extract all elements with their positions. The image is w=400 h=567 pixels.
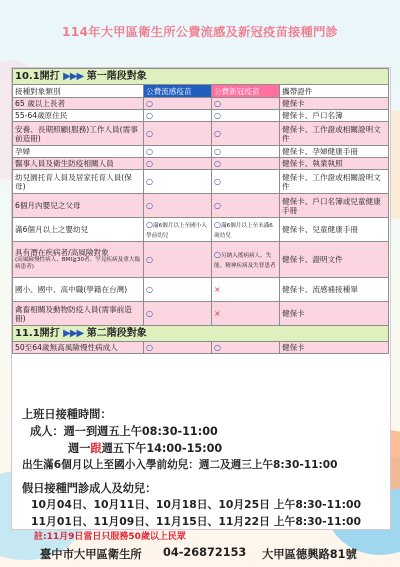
row-covid-mark: ○ bbox=[212, 158, 280, 170]
footer-phone: 04-26872153 bbox=[163, 546, 247, 559]
row-docs: 健保卡 bbox=[280, 98, 389, 110]
phase1-arrows: ▶▶▶ bbox=[63, 71, 84, 82]
child-schedule-line: 出生滿6個月以上至國小入學前幼兒：週二及週三上午8:30-11:00 bbox=[22, 459, 338, 471]
row-flu-mark: ○ bbox=[144, 146, 212, 158]
schedule-heading: 上班日接種時間： bbox=[22, 408, 112, 421]
adult-line2-post: 週五下午14:00-15:00 bbox=[101, 442, 223, 455]
row-flu-mark: ○ bbox=[144, 170, 212, 194]
footer-address: 大甲區德興路81號 bbox=[262, 548, 357, 561]
header-flu: 公費流感疫苗 bbox=[144, 85, 212, 98]
row-docs: 健保卡 bbox=[280, 302, 389, 326]
row-covid-mark: ○ bbox=[212, 122, 280, 146]
row-flu-mark: ○ bbox=[144, 302, 212, 326]
table-row bbox=[13, 110, 389, 122]
row-docs: 健保卡、兒童健康手冊 bbox=[280, 218, 389, 242]
table-row bbox=[13, 122, 389, 146]
row-flu-note: 滿6個月以上至國小入學前幼兒 bbox=[146, 222, 207, 239]
phase2-date: 11.1開打 bbox=[15, 328, 60, 339]
row-flu-mark: ○ bbox=[144, 98, 212, 110]
phase1-date: 10.1開打 bbox=[15, 71, 60, 82]
table-row bbox=[13, 158, 389, 170]
row-covid-mark: ○ bbox=[212, 342, 280, 354]
row-target: 幼兒園托育人員及居家托育人員(保母) bbox=[13, 170, 144, 194]
row-covid-note: 滿6個月以上至未滿6歲幼兒 bbox=[214, 222, 273, 239]
row-docs: 健保卡、工作證或相關證明文件 bbox=[280, 170, 389, 194]
table-row bbox=[13, 218, 389, 242]
row-target: 具有潛在疾病者/高風險對象 bbox=[15, 248, 109, 257]
row-docs: 健保卡、孕婦健康手冊 bbox=[280, 146, 389, 158]
header-docs: 攜帶證件 bbox=[280, 85, 389, 98]
row-flu-mark: ○ bbox=[144, 342, 212, 354]
row-target: 6個月內嬰兒之父母 bbox=[13, 194, 144, 218]
row-covid-mark: ○ bbox=[212, 110, 280, 122]
row-docs: 健保卡、工作證或相關證明文件 bbox=[280, 122, 389, 146]
table-row bbox=[13, 302, 389, 326]
row-covid-note: 另納入搖病病人、失能、精神疾病及失智患者 bbox=[214, 252, 276, 269]
phase2-label: 第二階段對象 bbox=[86, 328, 147, 339]
row-target: 孕婦 bbox=[13, 146, 144, 158]
row-target: 禽畜相關及動物防疫人員(需事前造冊) bbox=[13, 302, 144, 326]
row-target-note: (高風險慢性病人、BMI≧30者、罕見疾病及重大傷病患者) bbox=[15, 257, 140, 270]
holiday-heading: 假日接種門診成人及幼兒： bbox=[22, 482, 157, 495]
holiday-dates-line2: 11月01日、11月09日、11月15日、11月22日 上午8:30-11:00 bbox=[31, 515, 362, 528]
row-target: 55-64歲原住民 bbox=[13, 110, 144, 122]
row-covid-mark: ○ bbox=[214, 219, 221, 229]
adult-time-1: 週一到週五上午08:30-11:00 bbox=[63, 425, 218, 438]
adult-schedule-line2 bbox=[68, 440, 222, 456]
row-covid-cell bbox=[212, 242, 280, 278]
table-header-row bbox=[13, 85, 389, 98]
holiday-note: 註:11月9日當日只服務50歲以上民眾 bbox=[34, 532, 186, 542]
row-docs: 健保卡、戶口名簿 bbox=[280, 110, 389, 122]
row-flu-mark: ○ bbox=[144, 194, 212, 218]
row-target: 安養、長期照顧(服務)工作人員(需事前造冊) bbox=[13, 122, 144, 146]
row-covid-mark: ○ bbox=[212, 170, 280, 194]
row-covid-mark: × bbox=[212, 302, 280, 326]
phase2-arrows: ▶▶▶ bbox=[63, 328, 84, 339]
table-row bbox=[13, 146, 389, 158]
row-flu-mark: ○ bbox=[144, 242, 212, 278]
holiday-dates-line1: 10月04日、10月11日、10月18日、10月25日 上午8:30-11:00 bbox=[31, 498, 362, 511]
row-covid-mark: ○ bbox=[212, 194, 280, 218]
row-target: 醫事人員及衛生防疫相關人員 bbox=[13, 158, 144, 170]
row-target: 65 歲以上長者 bbox=[13, 98, 144, 110]
table-row bbox=[13, 278, 389, 302]
eligibility-table bbox=[12, 68, 389, 354]
row-docs: 健保卡、執業執照 bbox=[280, 158, 389, 170]
row-covid-mark: ○ bbox=[212, 98, 280, 110]
row-flu-cell bbox=[144, 218, 212, 242]
adult-label: 成人： bbox=[30, 425, 64, 438]
row-docs: 健保卡 bbox=[280, 342, 389, 354]
row-docs: 健保卡、證明文件 bbox=[280, 242, 389, 278]
row-docs: 健保卡、流感補接種單 bbox=[280, 278, 389, 302]
adult-line2-pre: 週一 bbox=[68, 442, 91, 455]
row-target-cell bbox=[13, 242, 144, 278]
row-flu-mark: ○ bbox=[144, 122, 212, 146]
table-row bbox=[13, 170, 389, 194]
row-docs: 健保卡、戶口名簿或兒童健康手冊 bbox=[280, 194, 389, 218]
row-covid-cell bbox=[212, 218, 280, 242]
row-target: 50至64歲無高風險慢性病成人 bbox=[13, 342, 144, 354]
header-target: 接種對象類別 bbox=[13, 85, 144, 98]
adult-schedule-line1 bbox=[30, 423, 218, 439]
row-target: 國小、國中、高中職(學籍在台灣) bbox=[13, 278, 144, 302]
table-row bbox=[13, 98, 389, 110]
table-row bbox=[13, 242, 389, 278]
footer-org: 臺中市大甲區衛生所 bbox=[40, 548, 142, 561]
phase2-band bbox=[13, 326, 389, 342]
table-row bbox=[13, 342, 389, 354]
row-covid-mark: × bbox=[212, 278, 280, 302]
phase1-band bbox=[13, 69, 389, 85]
row-covid-mark: ○ bbox=[212, 146, 280, 158]
header-covid: 公費新冠疫苗 bbox=[212, 85, 280, 98]
page-title: 114年大甲區衛生所公費流感及新冠疫苗接種門診 bbox=[61, 25, 339, 39]
row-covid-mark: ○ bbox=[214, 249, 221, 259]
row-flu-mark: ○ bbox=[144, 158, 212, 170]
phase1-label: 第一階段對象 bbox=[86, 71, 147, 82]
row-flu-mark: ○ bbox=[144, 110, 212, 122]
adult-line2-and: 跟 bbox=[90, 442, 102, 455]
row-target: 滿6個月以上之嬰幼兒 bbox=[13, 218, 144, 242]
row-flu-mark: ○ bbox=[146, 219, 153, 229]
table-row bbox=[13, 194, 389, 218]
row-flu-mark: ○ bbox=[144, 278, 212, 302]
